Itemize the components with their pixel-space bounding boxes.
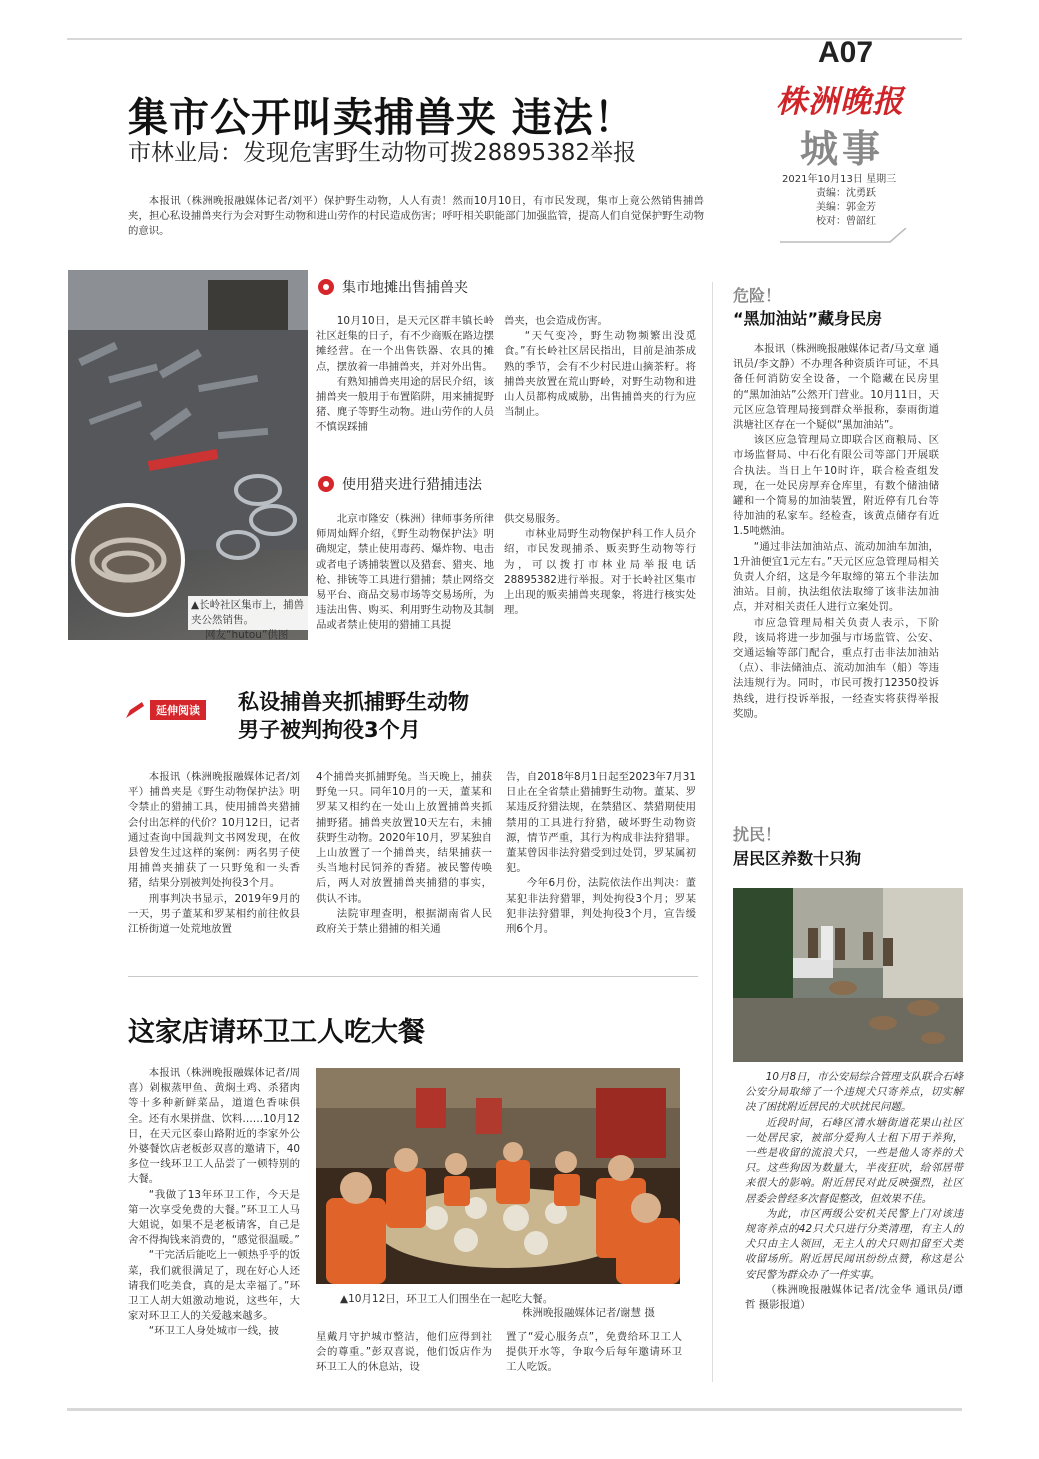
sidebar1-body (733, 342, 939, 722)
dinner-photo-caption: ▲10月12日，环卫工人们围坐在一起吃大餐。 (340, 1293, 554, 1305)
extended-col1 (128, 770, 300, 937)
paragraph: 本报讯（株洲晚报融媒体记者/周喜）剁椒蒸甲鱼、黄焖土鸡、杀猪肉等十多种新鲜菜品，道道色香味俱全。还有水果拼盘、饮料……10月12日，在天元区泰山路附近的李家外公外婆餐饮店老板彭双喜的邀请下，40多位一线环卫工人品尝了一顿特别的大餐。 (128, 1067, 300, 1186)
paragraph: 告，自2018年8月1日起至2023年7月31日止在全省禁止猎捕野生动物。董某、罗某违反狩猎法规，在禁猎区、禁猎期使用禁用的工具进行狩猎，破坏野生动物资源，情节严重，其行为构成非法狩猎罪。董某曾因非法狩猎受到过处罚，罗某属初犯。 (506, 771, 696, 875)
designer-credit: 美编：郭金芳 (816, 202, 876, 213)
section2-col2 (504, 512, 696, 618)
dinner-photo-illustration (316, 1068, 680, 1284)
lead-intro-text: 本报讯（株洲晚报融媒体记者/刘平）保护野生动物，人人有责！然而10月10日，有市民发现，集市上竟公然销售捕兽夹，担心私设捕兽夹行为会对野生动物和进山劳作的村民造成伤害；呼吁相关职能部门加强监管，提高人们自觉保护野生动物的意识。 (128, 195, 704, 238)
dog-photo (733, 888, 963, 1062)
section-name: 城事 (800, 126, 885, 171)
section1-title: 集市地摊出售捕兽夹 (342, 280, 468, 296)
paragraph: 星戴月守护城市整洁，他们应得到社会的尊重。”彭双喜说，他们饭店作为环卫工人的休息站，设 (316, 1331, 492, 1374)
dinner-col1 (128, 1066, 300, 1340)
issue-date: 2021年10月13日 星期三 (782, 174, 897, 185)
paper-logo: 株洲晚报 (776, 76, 908, 116)
paragraph: 近段时间，石峰区清水塘街道花果山社区一处居民家，被部分爱狗人士租下用于养狗，一些是收留的流浪犬只，一些是他人寄养的犬只。这些狗因为数量大，半夜狂吠，给邻居带来很大的影响。附近居民对此反映强烈，社区居委会曾经多次督促整改，但效果不佳。 (745, 1116, 963, 1205)
paragraph: 10月10日，是天元区群丰镇长岭社区赶集的日子，有不少商贩在路边摆摊经营。在一个出售铁器、农具的摊点，摆放着一串捕兽夹，并对外出售。 (316, 315, 494, 373)
paragraph: 今年6月份，法院依法作出判决：董某犯非法狩猎罪，判处拘役3个月；罗某犯非法狩猎罪，判处拘役3个月，宣告缓刑6个月。 (506, 877, 696, 936)
dinner-headline: 这家店请环卫工人吃大餐 (128, 1017, 425, 1048)
page-number: A07 (818, 36, 874, 69)
paragraph: 法院审理查明，根据湖南省人民政府关于禁止猎捕的相关通 (316, 907, 492, 936)
paragraph: 有熟知捕兽夹用途的居民介绍，该捕兽夹一般用于布置陷阱，用来捕捉野猪、麂子等野生动物。进山劳作的人员不慎误踩捕 (316, 375, 494, 434)
paragraph: 市林业局野生动物保护科工作人员介绍，市民发现捕杀、贩卖野生动物等行为，可以拨打市林业局举报电话28895382进行举报。对于长岭社区集市上出现的贩卖捕兽夹现象，将进行核实处理。 (504, 528, 696, 617)
extended-col3 (506, 770, 696, 937)
trap-market-photo (68, 270, 308, 640)
paragraph: “通过非法加油站点、流动加油车加油，1升油便宜1元左右。”天元区应急管理局相关负责人介绍，这是今年取缔的第五个非法加油站。目前，执法组依法取缔了该非法加油点，并对相关责任人进行立案处罚。 (733, 540, 939, 614)
lead-headline: 集市公开叫卖捕兽夹 违法！ (128, 95, 635, 141)
pen-icon (124, 700, 146, 720)
lead-intro (128, 194, 704, 240)
sidebar2-body (745, 1070, 963, 1313)
proofreader-credit: 校对：曾韶红 (816, 216, 876, 227)
dinner-photo (316, 1068, 680, 1284)
bullet-icon (318, 476, 334, 492)
trap-photo-caption: ▲长岭社区集市上，捕兽夹公然销售。 (191, 599, 305, 626)
paragraph: 置了“爱心服务点”，免费给环卫工人提供开水等，争取今后每年邀请环卫工人吃饭。 (506, 1331, 682, 1374)
paragraph: 北京市隆安（株洲）律师事务所律师周灿辉介绍，《野生动物保护法》明确规定，禁止使用毒药、爆炸物、电击或者电子诱捕装置以及猎套、猎夹、地枪、排铳等工具进行猎捕；禁止网络交易平台、商品交易市场等交易场所，为违法出售、购买、利用野生动物及其制品或者禁止使用的猎捕工具提 (316, 513, 494, 632)
paragraph: 供交易服务。 (504, 513, 567, 525)
lead-subheadline: 市林业局：发现危害野生动物可拨28895382举报 (128, 140, 637, 166)
paragraph: “环卫工人身处城市一线，披 (148, 1325, 279, 1338)
extended-tag-label: 延伸阅读 (150, 700, 206, 720)
section1-heading (318, 277, 468, 297)
divider (128, 976, 698, 977)
dinner-col3 (506, 1330, 682, 1376)
paragraph: “干完活后能吃上一顿热乎乎的饭菜，我们就很满足了，现在好心人还请我们吃美食，真的是太幸福了。”环卫工人胡大姐激动地说，这些年，大家对环卫工人的关爱越来越多。 (128, 1249, 300, 1323)
paragraph: 为此，市区两级公安机关民警上门对该违规寄养点的42只犬只进行分类清理，有主人的犬只由主人领回，无主人的犬只则扣留至犬类收留场所。附近居民闻讯纷纷点赞，称这是公安民警为群众办了一件实事。 (745, 1207, 963, 1281)
sidebar1-kicker: 危险！ (733, 286, 782, 305)
editor-credit: 责编：沈勇跃 (816, 188, 876, 199)
extended-headline-1: 私设捕兽夹抓捕野生动物 (238, 690, 469, 714)
paragraph: 该区应急管理局立即联合区商粮局、区市场监督局、中石化有限公司等部门开展联合执法。当日上午10时许，联合检查组发现，在一处民房厚弃仓库里，有数个储油储罐和一个简易的加油装置，附近停有几台等待加油的私家车。经检查，该黄点储存有近1.5吨燃油。 (733, 434, 939, 538)
paragraph: 兽夹，也会造成伤害。 (504, 315, 608, 327)
sidebar2-kicker: 扰民！ (733, 825, 782, 844)
paragraph: 4个捕兽夹抓捕野兔。当天晚上，捕获野兔一只。同年10月的一天，董某和罗某又相约在一处山上放置捕兽夹抓捕野猪。捕兽夹放置10天左右，未捕获野生动物。2020年10月，罗某独自上山放置了一个捕兽夹，结果捕获一头当地村民饲养的香猪。被民警传唤后，两人对放置捕兽夹捕猎的事实，供认不讳。 (316, 771, 492, 905)
paragraph: “天气变冷，野生动物频繁出没觅食。”有长岭社区居民指出，目前是油茶成熟的季节，会有不少村民进山摘茶籽。将捕兽夹放置在荒山野岭，对野生动物和进山人员都构成威胁，出售捕兽夹的行为应当制止。 (504, 330, 696, 419)
extended-headline-2: 男子被判拘役3个月 (238, 718, 421, 742)
masthead-corner-line (780, 228, 910, 244)
dog-photo-illustration (733, 888, 963, 1062)
section1-col1 (316, 314, 494, 436)
trap-photo-credit: 网友“hutou”供图 (205, 629, 289, 641)
dinner-col2 (316, 1330, 492, 1376)
section2-col1 (316, 512, 494, 634)
bullet-icon (318, 279, 334, 295)
paragraph: （株洲晚报融媒体记者/沈金华 通讯员/谭哲 摄影报道） (745, 1283, 963, 1312)
dinner-photo-credit: 株洲晚报融媒体记者/谢慧 摄 (522, 1307, 655, 1319)
sidebar1-title: “黑加油站”藏身民房 (733, 309, 883, 328)
paragraph: 本报讯（株洲晚报融媒体记者/刘平）捕兽夹是《野生动物保护法》明令禁止的猎捕工具，使用捕兽夹猎捕会付出怎样的代价？10月12日，记者通过查询中国裁判文书网发现，在攸县曾发生过这样的案例：两名男子使用捕兽夹捕获了一只野兔和一头香猪，结果分别被判处拘役3个月。 (128, 771, 300, 890)
section1-col2 (504, 314, 696, 420)
extended-col2 (316, 770, 492, 937)
paragraph: 本报讯（株洲晚报融媒体记者/马文章 通讯员/李文静）不办理各种资质许可证，不具备任何消防安全设备，一个隐藏在民房里的“黑加油站”公然开门营业。10月11日，天元区应急管理局接到群众举报称，泰雨街道洪塘社区存在一个疑似“黑加油站”。 (733, 343, 939, 432)
trap-photo-caption-box (188, 596, 308, 630)
paragraph: 刑事判决书显示，2019年9月的一天，男子董某和罗某相约前往攸县江桥街道一处荒地放置 (128, 892, 300, 936)
extended-reading-tag (124, 700, 206, 720)
trap-photo-illustration (68, 270, 308, 640)
bottom-rule (67, 1408, 962, 1411)
sidebar-separator (712, 282, 713, 1382)
section2-heading (318, 474, 482, 494)
paragraph: “我做了13年环卫工作，今天是第一次享受免费的大餐。”环卫工人马大姐说，如果不是老板请客，自己是舍不得掏钱来消费的，“感觉很温暖。” (128, 1188, 300, 1247)
paragraph: 市应急管理局相关负责人表示，下阶段，该局将进一步加强与市场监管、公安、交通运输等部门配合，重点打击非法加油站（点）、非法储油点、流动加油车（船）等违法违规行为。同时，市民可拨打12350投诉热线，进行投诉举报，一经查实将获得举报奖励。 (733, 616, 939, 720)
section2-title: 使用猎夹进行猎捕违法 (342, 477, 482, 493)
sidebar2-title: 居民区养数十只狗 (733, 849, 862, 868)
paragraph: 10月8日，市公安局综合管理支队联合石峰公安分局取缔了一个违规犬只寄养点，切实解决了困扰附近居民的犬吠扰民问题。 (745, 1071, 963, 1114)
